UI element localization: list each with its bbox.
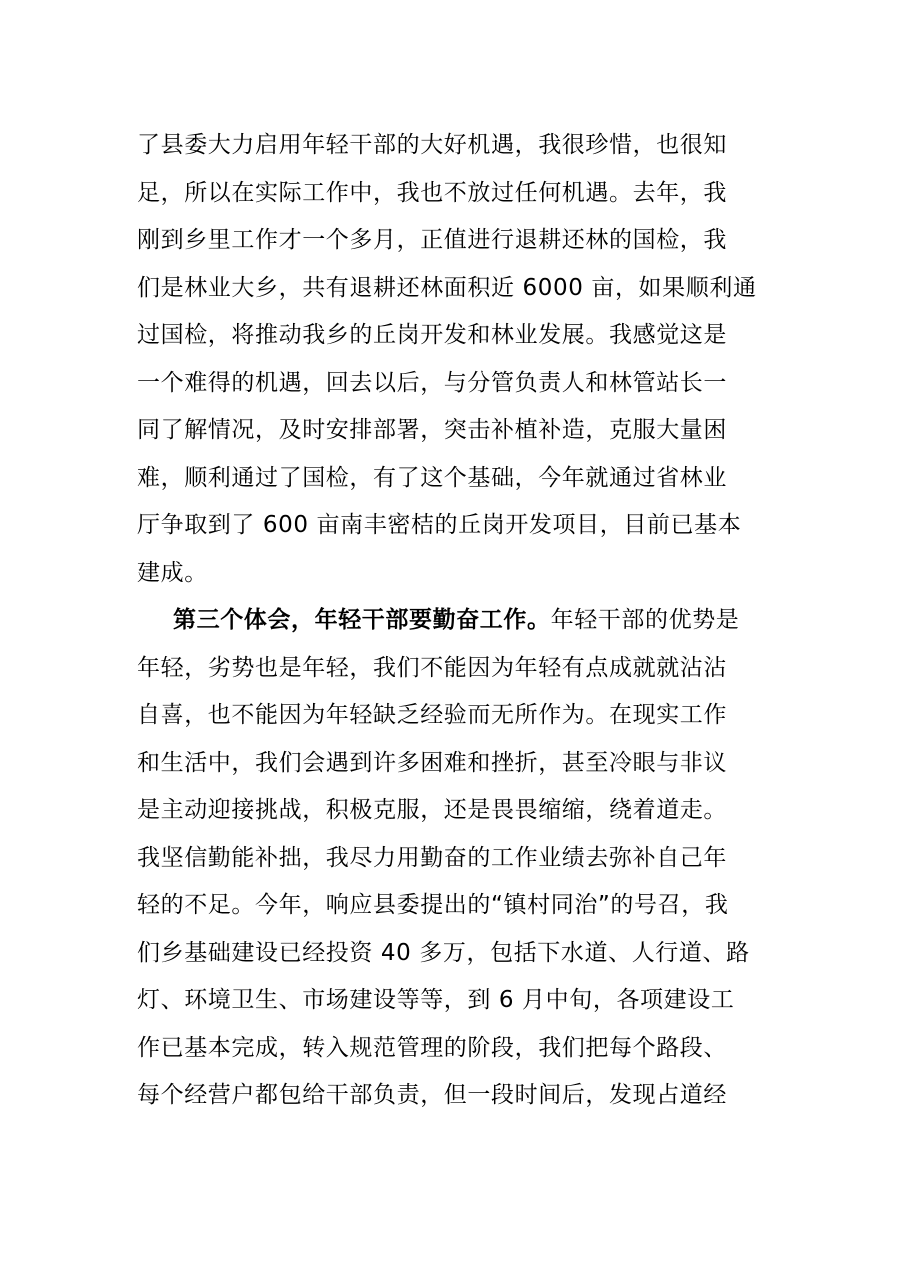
text-line: 建成。 bbox=[137, 559, 208, 586]
text-line: 我坚信勤能补拙，我尽力用勤奋的工作业绩去弥补自己年 bbox=[137, 844, 727, 871]
text-line: 同了解情况，及时安排部署，突击补植补造，克服大量困 bbox=[137, 417, 727, 443]
text-line: 们是林业大乡，共有退耕还林面积近 6000 亩，如果顺利通 bbox=[137, 274, 757, 301]
text-line: 们乡基础建设已经投资 40 多万，包括下水道、人行道、路 bbox=[137, 939, 750, 966]
text-line: 轻的不足。今年，响应县委提出的“镇村同治”的号召，我 bbox=[137, 892, 729, 918]
document-body bbox=[137, 122, 777, 1120]
text-line: 年轻，劣势也是年轻，我们不能因为年轻有点成就就沾沾 bbox=[137, 654, 727, 681]
text-line: 作已基本完成，转入规范管理的阶段，我们把每个路段、 bbox=[137, 1034, 727, 1061]
text-line: 每个经营户都包给干部负责，但一段时间后，发现占道经 bbox=[137, 1082, 727, 1108]
text-line: 灯、环境卫生、市场建设等等，到 6 月中旬，各项建设工 bbox=[137, 987, 735, 1013]
text-line: 一个难得的机遇，回去以后，与分管负责人和林管站长一 bbox=[137, 369, 727, 396]
paragraph-2 bbox=[137, 597, 777, 1120]
text-line: 和生活中，我们会遇到许多困难和挫折，甚至冷眼与非议 bbox=[137, 749, 727, 776]
text-line: 刚到乡里工作才一个多月，正值进行退耕还林的国检，我 bbox=[137, 227, 727, 253]
text-line: 是主动迎接挑战，积极克服，还是畏畏缩缩，绕着道走。 bbox=[137, 797, 727, 823]
paragraph-1 bbox=[137, 122, 777, 597]
section-heading: 第三个体会，年轻干部要勤奋工作。 bbox=[173, 607, 551, 633]
text-line: 自喜，也不能因为年轻缺乏经验而无所作为。在现实工作 bbox=[137, 702, 727, 728]
first-line-text: 年轻干部的优势是 bbox=[550, 607, 740, 633]
text-line: 难，顺利通过了国检，有了这个基础，今年就通过省林业 bbox=[137, 464, 727, 491]
text-line: 过国检，将推动我乡的丘岗开发和林业发展。我感觉这是 bbox=[137, 322, 727, 348]
paragraph-first-line bbox=[137, 597, 777, 645]
text-line: 了县委大力启用年轻干部的大好机遇，我很珍惜，也很知 bbox=[137, 132, 727, 158]
text-line: 足，所以在实际工作中，我也不放过任何机遇。去年，我 bbox=[137, 179, 727, 206]
text-line: 厅争取到了 600 亩南丰密桔的丘岗开发项目，目前已基本 bbox=[137, 512, 742, 538]
